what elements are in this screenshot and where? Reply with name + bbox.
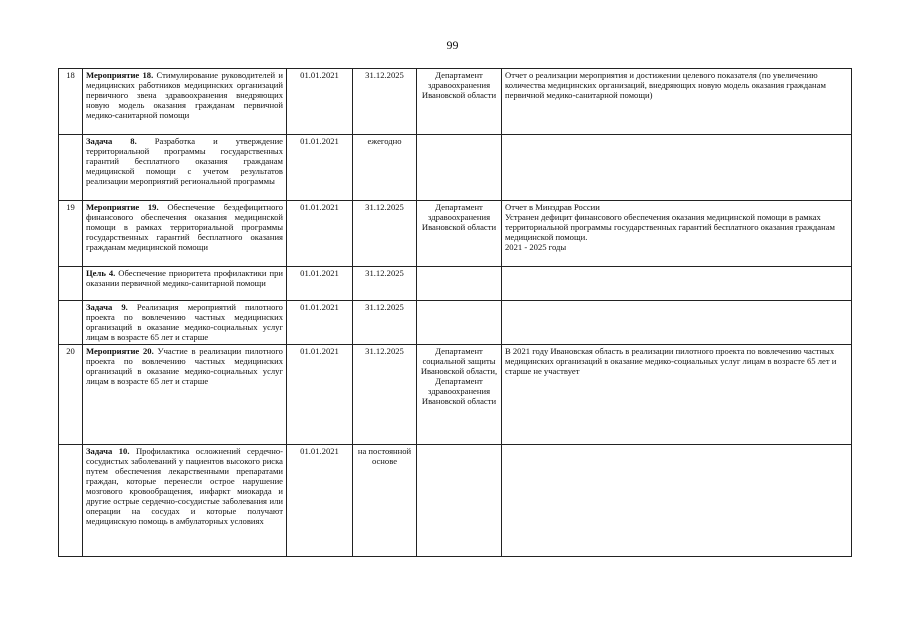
start-date: 01.01.2021 [287, 69, 353, 135]
activity-text: Обеспечение приоритета профилактики при оказании первичной медико-санитарной помощи [86, 268, 283, 288]
activity-description [83, 135, 287, 201]
result-line: 2021 - 2025 годы [505, 242, 567, 252]
responsible-party [417, 445, 502, 557]
activity-title: Задача 8. [86, 136, 137, 146]
activity-text: Обеспечение бездефицитного финансового обеспечения оказания медицинской помощи в рамках территориальной программы государственных гарантий бесплатного оказания гражданам медицинской помощи [86, 202, 283, 252]
row-number: 18 [59, 69, 83, 135]
start-date: 01.01.2021 [287, 267, 353, 301]
activity-text: Реализация мероприятий пилотного проекта по вовлечению частных медицинских организаций в оказание медико-социальных услуг лицам в возрасте 65 лет и старше [86, 302, 283, 342]
activity-description [83, 267, 287, 301]
result-line: В 2021 году Ивановская область в реализации пилотного проекта по вовлечению частных медицинских организаций в оказание медико-социальных услуг лицам в возрасте 65 лет и старше не участвует [505, 346, 837, 376]
expected-result [502, 267, 852, 301]
activity-text: Стимулирование руководителей и медицинских работников медицинских организаций первичного звена здравоохранения внедряющих новую модель оказания гражданам первичной медико-санитарной помощи [86, 70, 283, 120]
expected-result [502, 345, 852, 445]
table-row [59, 301, 852, 345]
expected-result [502, 445, 852, 557]
start-date: 01.01.2021 [287, 135, 353, 201]
end-date: 31.12.2025 [353, 345, 417, 445]
end-date: 31.12.2025 [353, 201, 417, 267]
activity-description [83, 301, 287, 345]
expected-result [502, 301, 852, 345]
activity-description [83, 445, 287, 557]
row-number: 19 [59, 201, 83, 267]
end-date: 31.12.2025 [353, 69, 417, 135]
result-line: Отчет в Минздрав России [505, 202, 600, 212]
activity-title: Мероприятие 19. [86, 202, 159, 212]
activity-text: Участие в реализации пилотного проекта по вовлечению частных медицинских организаций в оказание медико-социальных услуг лицам в возрасте 65 лет и старше [86, 346, 283, 386]
responsible-party [417, 135, 502, 201]
responsible-party: Департамент здравоохранения Ивановской области [417, 69, 502, 135]
row-number [59, 445, 83, 557]
table-row [59, 69, 852, 135]
end-date: 31.12.2025 [353, 267, 417, 301]
end-date: 31.12.2025 [353, 301, 417, 345]
responsible-party: Департамент социальной защиты Ивановской области, Департамент здравоохранения Ивановской области [417, 345, 502, 445]
table-row [59, 445, 852, 557]
activity-title: Задача 9. [86, 302, 128, 312]
end-date: на постоянной основе [353, 445, 417, 557]
expected-result [502, 135, 852, 201]
expected-result [502, 201, 852, 267]
result-line: Отчет о реализации мероприятия и достижении целевого показателя (по увеличению количества медицинских организаций, внедряющих новую модель оказания гражданам первичной медико-санитарной помощи) [505, 70, 826, 100]
table-row [59, 135, 852, 201]
end-date: ежегодно [353, 135, 417, 201]
row-number [59, 267, 83, 301]
activity-title: Мероприятие 18. [86, 70, 154, 80]
result-line: Устранен дефицит финансового обеспечения оказания медицинской помощи в рамках территориальной программы государственных гарантий бесплатного оказания гражданам медицинской помощи. [505, 212, 835, 242]
start-date: 01.01.2021 [287, 345, 353, 445]
activity-text: Профилактика осложнений сердечно-сосудистых заболеваний у пациентов высокого риска путем обеспечения лекарственными препаратами граждан, которые перенесли острое нарушение мозгового кровообращения, инфаркт миокарда и другие острые сердечно-сосудистые заболевания или операции на сосудах и которые получают медицинскую помощь в амбулаторных условиях [86, 446, 284, 526]
expected-result [502, 69, 852, 135]
activity-description [83, 201, 287, 267]
activity-title: Цель 4. [86, 268, 116, 278]
table-row [59, 267, 852, 301]
activity-title: Задача 10. [86, 446, 130, 456]
page-number: 99 [446, 38, 459, 52]
table-row [59, 345, 852, 445]
responsible-party: Департамент здравоохранения Ивановской области [417, 201, 502, 267]
activities-table [58, 68, 852, 557]
row-number [59, 301, 83, 345]
activity-title: Мероприятие 20. [86, 346, 154, 356]
responsible-party [417, 267, 502, 301]
start-date: 01.01.2021 [287, 301, 353, 345]
start-date: 01.01.2021 [287, 201, 353, 267]
activity-text: Разработка и утверждение территориальной программы государственных гарантий бесплатного оказания гражданам медицинской помощи с учетом результатов реализации мероприятий региональной программы [86, 136, 283, 186]
responsible-party [417, 301, 502, 345]
table-row [59, 201, 852, 267]
activity-description [83, 345, 287, 445]
activity-description [83, 69, 287, 135]
row-number [59, 135, 83, 201]
start-date: 01.01.2021 [287, 445, 353, 557]
row-number: 20 [59, 345, 83, 445]
